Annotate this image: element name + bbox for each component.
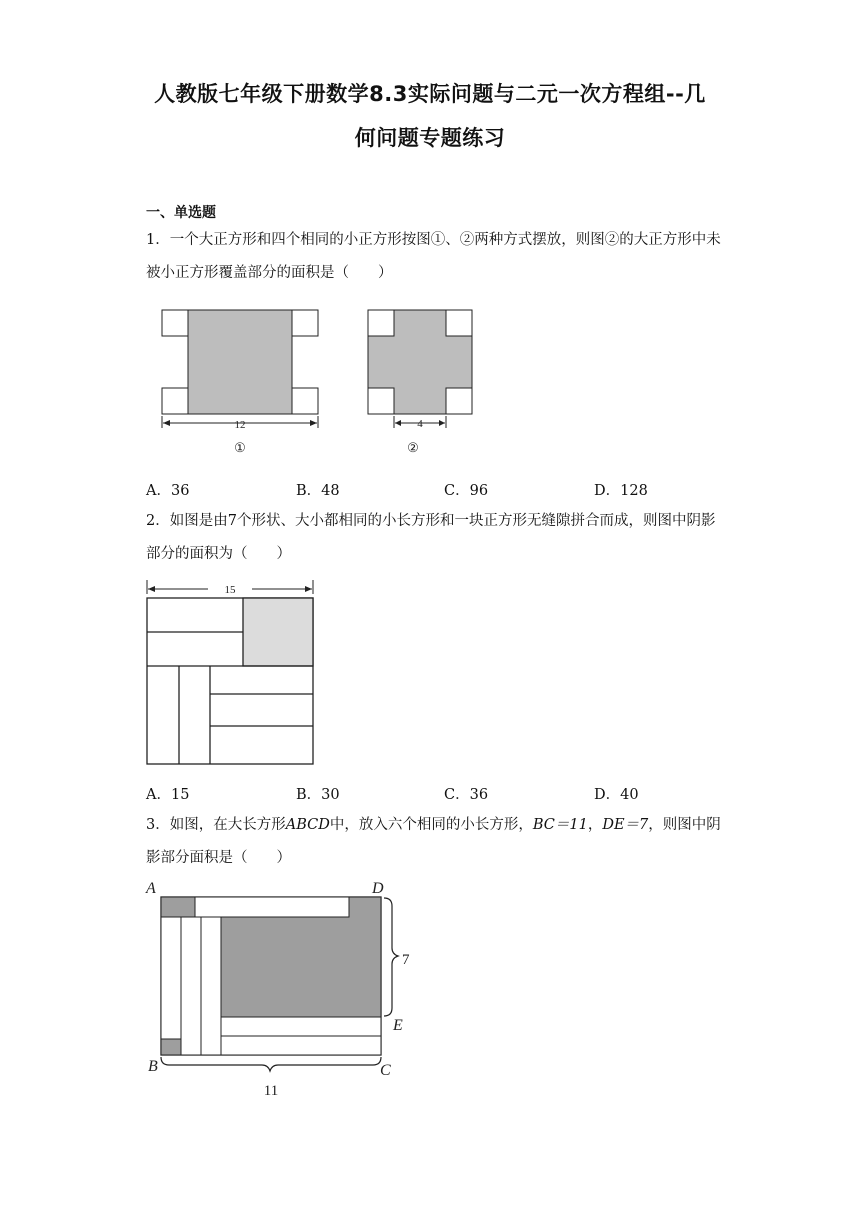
q1-fig2-small-square [368,388,394,414]
document-title-line2: 何问题专题练习 [354,126,506,150]
q2-option-c[interactable]: C．36 [444,787,489,803]
q3-small-rect-vertical [181,917,201,1055]
q1-option-a[interactable]: A．36 [146,483,190,499]
q3-shaded-top-left [161,897,195,917]
q3-small-rect-vertical [161,917,181,1039]
q3-label-b: B [148,1058,158,1075]
q1-fig2-small-square [368,310,394,336]
q3-brace-bc [161,1057,381,1071]
q2-figure [146,580,318,770]
q2-dimension-label: 15 [224,584,236,596]
question-1-text: 1．一个大正方形和四个相同的小正方形按图①、②两种方式摆放，则图②的大正方形中未被小正方形覆盖部分的面积是（ ） [146,232,721,281]
q2-option-d[interactable]: D．40 [594,787,639,803]
q1-figure-1 [160,308,325,458]
q1-fig1-small-square [292,388,318,414]
q2-shaded-square [243,598,313,666]
q3-label-c: C [380,1062,391,1079]
section-heading: 一、单选题 [146,205,216,221]
document-title-line1: 人教版七年级下册数学8.3实际问题与二元一次方程组--几 [154,82,706,106]
q3-label-e: E [393,1017,403,1034]
q1-fig1-small-square [162,388,188,414]
q2-option-b[interactable]: B．30 [296,787,340,803]
q1-fig2-dimension-label: 4 [417,418,423,430]
q1-option-d[interactable]: D．128 [594,483,648,499]
q1-fig1-small-square [292,310,318,336]
q1-fig2-small-square [446,310,472,336]
q3-figure [144,876,419,1101]
q3-brace-de [384,898,398,1016]
q1-option-b[interactable]: B．48 [296,483,340,499]
q1-option-c[interactable]: C．96 [444,483,489,499]
q3-small-rect-horizontal [221,1017,381,1036]
question-3-text: 3．如图，在大长方形ABCD中，放入六个相同的小长方形，BC＝11，DE＝7，则图中阴影部分面积是（ ） [146,817,721,866]
q3-dimension-bc: 11 [263,1083,279,1099]
q1-fig1-dimension-label: 12 [234,419,246,431]
q2-option-a[interactable]: A．15 [146,787,190,803]
q1-fig1-label: ① [234,440,246,455]
q1-figure-2 [366,308,476,458]
question-2-text: 2．如图是由7个形状、大小都相同的小长方形和一块正方形无缝隙拼合而成，则图中阴影部分的面积为（ ） [146,513,716,562]
q3-small-rect-top [195,897,349,917]
q3-label-a: A [146,880,156,897]
q1-fig2-small-square [446,388,472,414]
q1-fig2-label: ② [407,440,419,455]
q3-label-d: D [372,880,384,897]
q1-fig1-big-square [188,310,292,414]
q1-fig1-small-square [162,310,188,336]
q3-shaded-bottom-left [161,1039,181,1055]
q3-small-rect-vertical [201,917,221,1055]
q3-small-rect-horizontal [221,1036,381,1055]
q3-dimension-de: 7 [402,952,410,968]
